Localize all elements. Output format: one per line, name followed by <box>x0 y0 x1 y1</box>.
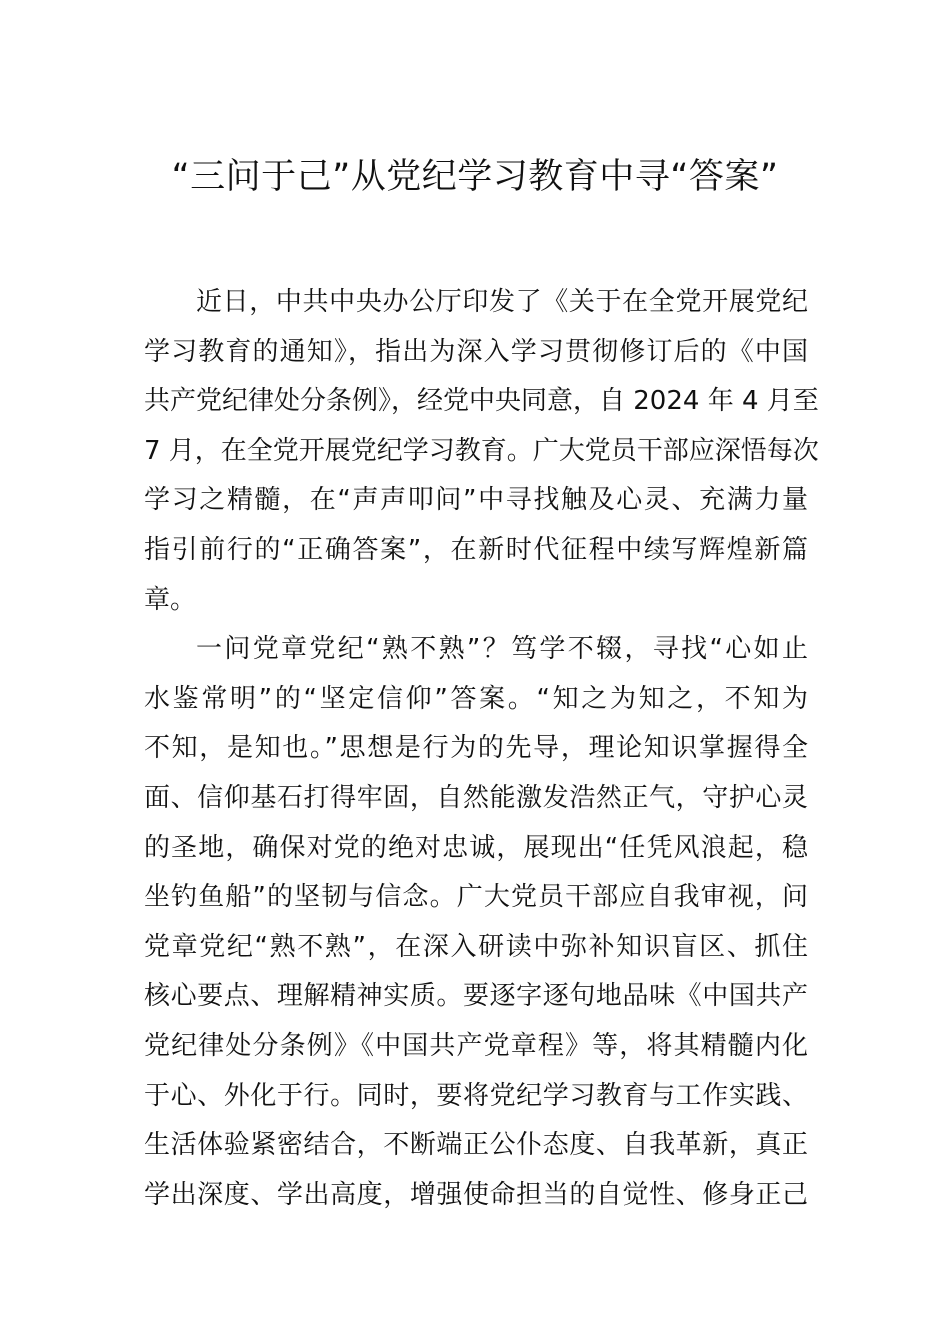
paragraph <box>144 278 819 625</box>
text-line: 近日，中共中央办公厅印发了《关于在全党开展党纪 <box>196 287 808 317</box>
document-title: “三问于己”从党纪学习教育中寻“答案” <box>171 157 779 197</box>
paragraph <box>144 625 808 1220</box>
text-line: 水鉴常明”的“坚定信仰”答案。“知之为知之，不知为 <box>144 683 808 714</box>
text-line: 生活体验紧密结合，不断端正公仆态度、自我革新，真正 <box>144 1130 808 1161</box>
text-line: 章。 <box>144 584 197 615</box>
document-body <box>144 278 819 1220</box>
text-line: 面、信仰基石打得牢固，自然能激发浩然正气，守护心灵 <box>144 782 808 813</box>
text-line: 党纪律处分条例》《中国共产党章程》等，将其精髓内化 <box>144 1030 808 1061</box>
text-line: 指引前行的“正确答案”，在新时代征程中续写辉煌新篇 <box>144 534 808 565</box>
text-line: 的圣地，确保对党的绝对忠诚，展现出“任凭风浪起，稳 <box>144 832 808 863</box>
text-line: 共产党纪律处分条例》，经党中央同意，自 2024 年 4 月至 <box>144 386 819 417</box>
text-line: 学习之精髓，在“声声叩问”中寻找触及心灵、充满力量 <box>144 485 808 516</box>
text-line: 党章党纪“熟不熟”，在深入研读中弥补知识盲区、抓住 <box>144 931 808 962</box>
text-line: 核心要点、理解精神实质。要逐字逐句地品味《中国共产 <box>144 981 808 1012</box>
text-line: 学习教育的通知》，指出为深入学习贯彻修订后的《中国 <box>144 336 808 367</box>
text-line: 一问党章党纪“熟不熟”？笃学不辍，寻找“心如止 <box>196 634 808 665</box>
text-line: 坐钓鱼船”的坚韧与信念。广大党员干部应自我审视，问 <box>144 882 808 913</box>
text-line: 于心、外化于行。同时，要将党纪学习教育与工作实践、 <box>144 1080 808 1111</box>
text-line: 学出深度、学出高度，增强使命担当的自觉性、修身正己 <box>144 1179 808 1210</box>
text-line: 不知，是知也。”思想是行为的先导，理论知识掌握得全 <box>144 733 808 764</box>
text-line: 7 月，在全党开展党纪学习教育。广大党员干部应深悟每次 <box>144 435 819 466</box>
